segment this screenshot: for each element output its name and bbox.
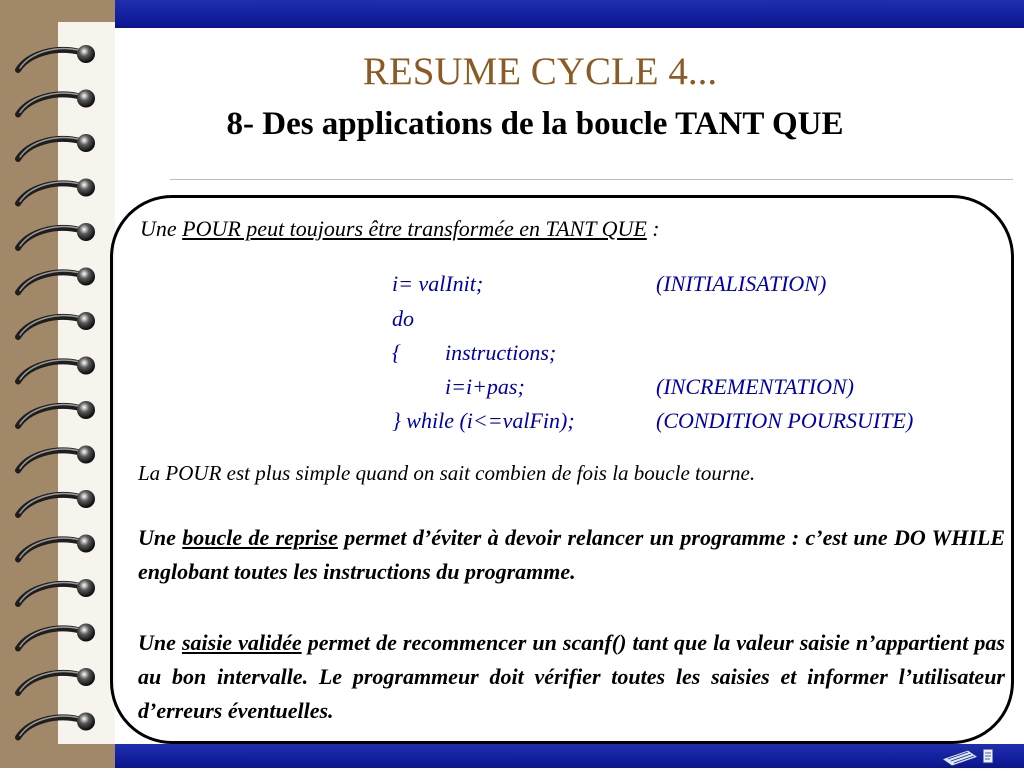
code-line-4: i=i+pas;	[445, 374, 525, 399]
intro-suffix: :	[646, 216, 660, 241]
saisie-prefix: Une	[138, 630, 182, 655]
reprise-paragraph	[138, 521, 1005, 589]
code-line-3: instructions;	[445, 340, 557, 365]
bottom-bar	[115, 744, 1024, 768]
code-line-2: do	[392, 306, 414, 331]
document-icon[interactable]	[983, 749, 993, 763]
title-divider	[170, 179, 1013, 180]
code-line-1: i= valInit;	[392, 271, 484, 296]
code-comment-init: (INITIALISATION)	[656, 271, 827, 296]
slide-subtitle: 8- Des applications de la boucle TANT QUE	[226, 106, 844, 142]
saisie-paragraph	[138, 626, 1005, 728]
slide-title: RESUME CYCLE 4...	[362, 50, 718, 93]
code-comment-incr: (INCREMENTATION)	[656, 374, 854, 399]
intro-underlined: POUR peut toujours être transformée en TANT QUE	[182, 216, 647, 241]
code-line-3-brace: {	[392, 340, 401, 365]
saisie-text: permet de recommencer un scanf() tant que la valeur saisie n’appartient pas au bon intervalle. Le programmeur doit vérifier toutes les saisies et informer l’utilisateur d’erreurs éventuelles.	[138, 630, 1005, 723]
keyboard-icon[interactable]	[942, 750, 978, 766]
saisie-underlined: saisie validée	[181, 630, 302, 655]
reprise-underlined: boucle de reprise	[182, 525, 338, 550]
code-line-5: } while (i<=valFin);	[392, 408, 575, 433]
top-bar	[115, 0, 1024, 28]
code-comment-cond: (CONDITION POURSUITE)	[656, 408, 914, 433]
intro-prefix: Une	[140, 216, 183, 241]
intro-line	[140, 216, 660, 242]
reprise-text: permet d’éviter à devoir relancer un programme : c’est une DO WHILE englobant toutes les instructions du programme.	[138, 525, 1006, 584]
note-line: La POUR est plus simple quand on sait combien de fois la boucle tourne.	[138, 461, 756, 485]
reprise-prefix: Une	[138, 525, 183, 550]
